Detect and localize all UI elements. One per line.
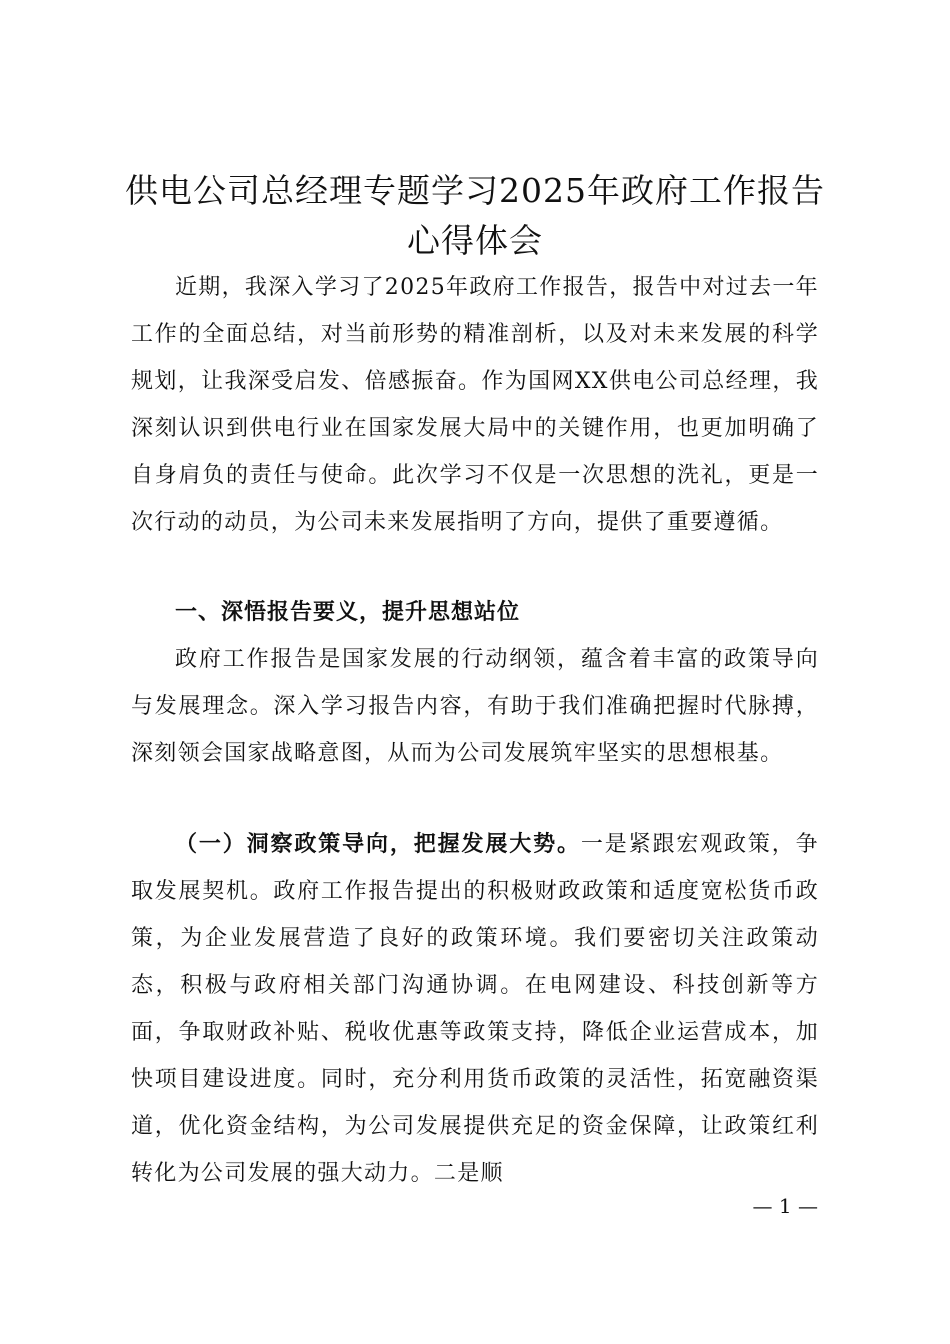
intro-paragraph: 近期，我深入学习了2025年政府工作报告，报告中对过去一年工作的全面总结，对当前形势的精准剖析，以及对未来发展的科学规划，让我深受启发、倍感振奋。作为国网XX供电公司总经理，我深刻认识到供电行业在国家发展大局中的关键作用，也更加明确了自身肩负的责任与使命。此次学习不仅是一次思想的洗礼，更是一次行动的动员，为公司未来发展指明了方向，提供了重要遵循。 [131, 275, 819, 535]
page-number: — 1 — [752, 1194, 818, 1218]
subsection-1-lead: （一）洞察政策导向，把握发展大势。 [175, 832, 581, 857]
section-1-paragraph: 政府工作报告是国家发展的行动纲领，蕴含着丰富的政策导向与发展理念。深入学习报告内容，有助于我们准确把握时代脉搏，深刻领会国家战略意图，从而为公司发展筑牢坚实的思想根基。 [131, 647, 819, 766]
section-1-heading: 一、深悟报告要义，提升思想站位 [175, 600, 521, 625]
subsection-1-paragraph [131, 821, 819, 1197]
subsection-1-body: 一是紧跟宏观政策，争取发展契机。政府工作报告提出的积极财政政策和适度宽松货币政策，为企业发展营造了良好的政策环境。我们要密切关注政策动态，积极与政府相关部门沟通协调。在电网建设、科技创新等方面，争取财政补贴、税收优惠等政策支持，降低企业运营成本，加快项目建设进度。同时，充分利用货币政策的灵活性，拓宽融资渠道，优化资金结构，为公司发展提供充足的资金保障，让政策红利转化为公司发展的强大动力。二是顺 [131, 832, 819, 1186]
document-title: 供电公司总经理专题学习2025年政府工作报告心得体会 [125, 171, 825, 260]
